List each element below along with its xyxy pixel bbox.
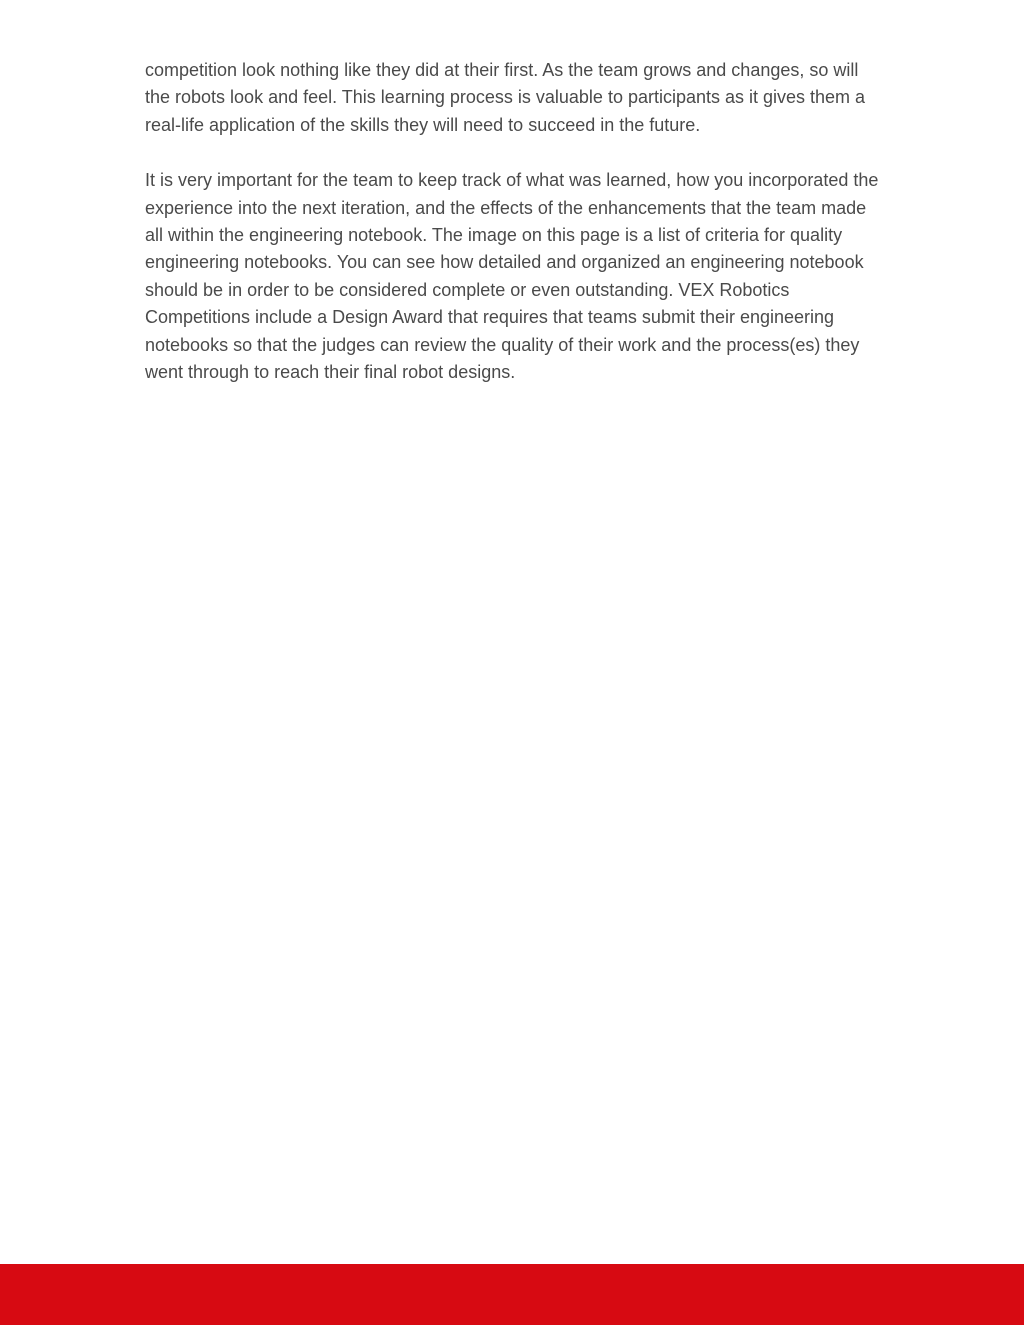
paragraph-1: competition look nothing like they did at their first. As the team grows and changes, so will the robots look and feel. This learning process is valuable to participants as it gives them a real-life application of the skills they will need to succeed in the future.: [145, 60, 866, 135]
body-text: [145, 57, 905, 386]
footer-bar: [0, 1264, 1024, 1325]
paragraph-2: It is very important for the team to keep track of what was learned, how you incorporated the experience into the next iteration, and the effects of the enhancements that the team made all within the engineering notebook. The image on this page is a list of criteria for quality engineering notebooks. You can see how detailed and organized an engineering notebook should be in order to be considered complete or even outstanding. VEX Robotics Competitions include a Design Award that requires that teams submit their engineering notebooks so that the judges can review the quality of their work and the process(es) they went through to reach their final robot designs.: [145, 170, 879, 383]
